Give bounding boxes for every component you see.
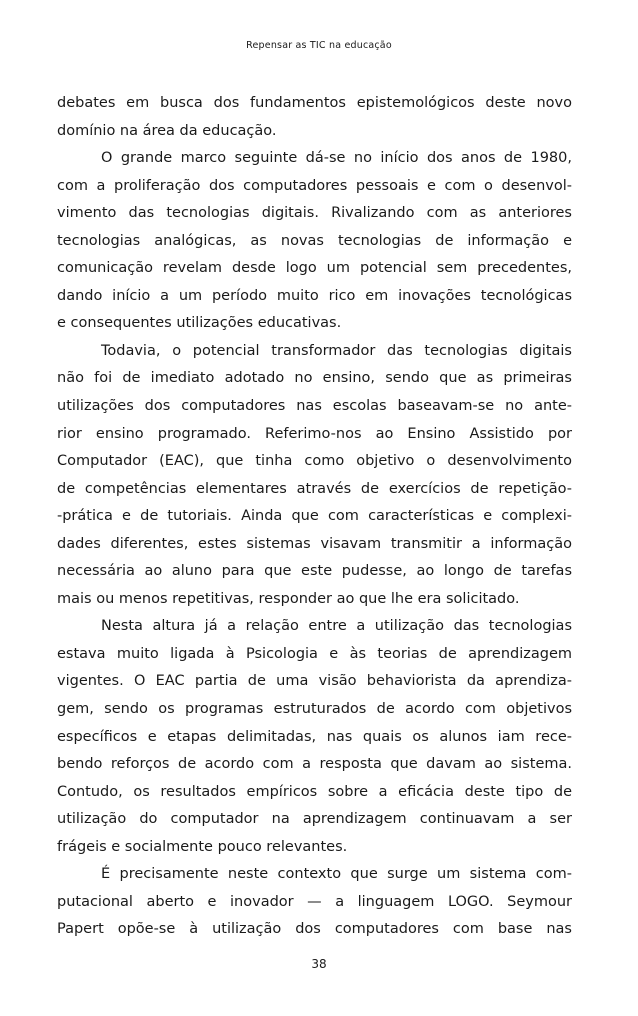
text-line: O grande marco seguinte dá-se no início dos anos de 1980,	[101, 150, 572, 167]
text-line: e consequentes utilizações educativas.	[57, 315, 342, 332]
text-line: gem, sendo os programas estruturados de acordo com objetivos	[57, 701, 572, 718]
running-header: Repensar as TIC na educação	[246, 40, 392, 51]
text-line: Todavia, o potencial transformador das tecnologias digitais	[101, 342, 572, 359]
text-line: bendo reforços de acordo com a resposta que davam ao sistema.	[57, 756, 572, 773]
text-line: frágeis e socialmente pouco relevantes.	[57, 838, 348, 855]
text-line: específicos e etapas delimitadas, nas quais os alunos iam rece-	[57, 728, 572, 745]
text-line: não foi de imediato adotado no ensino, sendo que as primeiras	[57, 370, 572, 387]
text-line: dando início a um período muito rico em inovações tecnológicas	[57, 287, 572, 304]
page-number: 38	[311, 957, 327, 971]
text-line: vigentes. O EAC partia de uma visão behaviorista da aprendiza-	[57, 673, 572, 690]
text-line: utilizações dos computadores nas escolas baseavam-se no ante-	[57, 398, 572, 415]
text-line: dades diferentes, estes sistemas visavam transmitir a informação	[57, 535, 572, 552]
text-line: debates em busca dos fundamentos epistemológicos deste novo	[57, 95, 572, 111]
text-line: necessária ao aluno para que este pudesse, ao longo de tarefas	[57, 563, 572, 580]
text-line: Nesta altura já a relação entre a utilização das tecnologias	[101, 618, 572, 635]
text-line: estava muito ligada à Psicologia e às teorias de aprendizagem	[57, 645, 572, 662]
text-line: vimento das tecnologias digitais. Rivalizando com as anteriores	[57, 205, 572, 222]
text-line: comunicação revelam desde logo um potencial sem precedentes,	[57, 260, 572, 277]
text-line: Papert opõe-se à utilização dos computadores com base nas	[57, 921, 572, 938]
text-line: mais ou menos repetitivas, responder ao que lhe era solicitado.	[57, 590, 520, 607]
body-text	[57, 90, 572, 944]
text-line: de competências elementares através de exercícios de repetição-	[57, 480, 572, 497]
text-line: utilização do computador na aprendizagem continuavam a ser	[57, 811, 572, 828]
text-line: domínio na área da educação.	[57, 122, 277, 139]
text-line: tecnologias analógicas, as novas tecnologias de informação e	[57, 232, 572, 249]
text-line: É precisamente neste contexto que surge um sistema com-	[101, 866, 572, 883]
text-line: rior ensino programado. Referimo-nos ao Ensino Assistido por	[57, 425, 572, 442]
text-line: Computador (EAC), que tinha como objetivo o desenvolvimento	[57, 453, 572, 470]
text-line: -prática e de tutoriais. Ainda que com características e complexi-	[57, 508, 572, 525]
text-line: putacional aberto e inovador — a linguagem LOGO. Seymour	[57, 893, 572, 910]
text-line: com a proliferação dos computadores pessoais e com o desenvol-	[57, 177, 572, 194]
text-line: Contudo, os resultados empíricos sobre a eficácia deste tipo de	[57, 783, 572, 800]
